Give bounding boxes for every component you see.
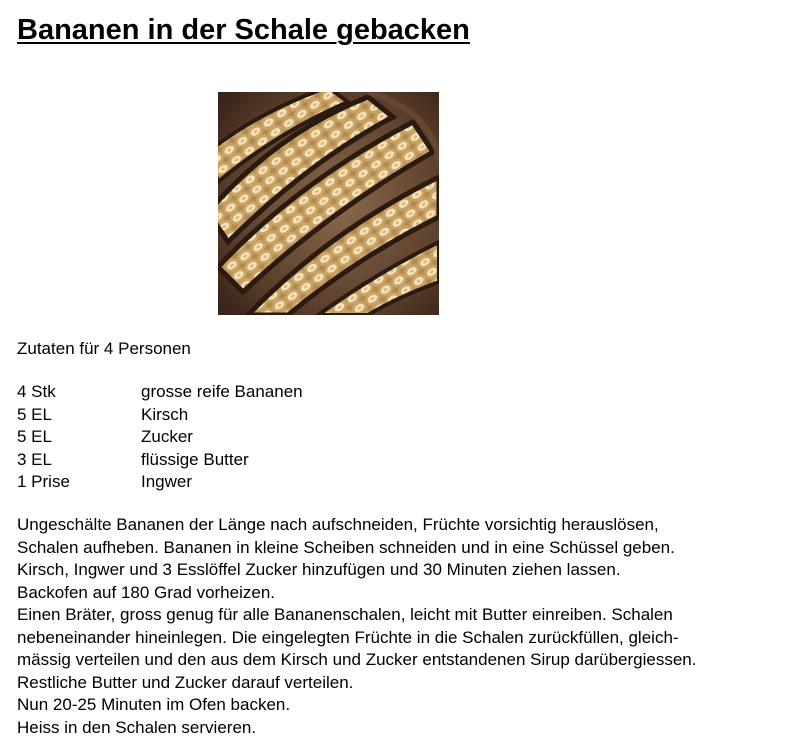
instruction-line: Restliche Butter und Zucker darauf verteilen. [17, 672, 354, 692]
ingredient-quantity: 4 Stk [17, 382, 56, 401]
ingredient-name: Zucker [141, 427, 193, 446]
ingredient-name: flüssige Butter [141, 449, 249, 469]
instruction-line: mässig verteilen und den aus dem Kirsch und Zucker entstandenen Sirup darübergiessen. [17, 650, 697, 669]
baked-bananas-photo [218, 92, 439, 315]
recipe-title: Bananen in der Schale gebacken [17, 14, 470, 46]
instruction-line: Ungeschälte Bananen der Länge nach aufschneiden, Früchte vorsichtig herauslösen, [17, 515, 659, 534]
instructions-text [17, 514, 696, 739]
ingredient-name: Ingwer [141, 472, 193, 491]
instruction-line: Backofen auf 180 Grad vorheizen. [17, 582, 275, 602]
instruction-line: Nun 20-25 Minuten im Ofen backen. [17, 695, 291, 714]
servings-text: Zutaten für 4 Personen [17, 339, 191, 358]
instruction-line: Kirsch, Ingwer und 3 Esslöffel Zucker hinzufügen und 30 Minuten ziehen lassen. [17, 560, 621, 579]
ingredient-quantity: 5 EL [17, 427, 52, 446]
instruction-line: Heiss in den Schalen servieren. [17, 717, 257, 737]
instruction-line: Schalen aufheben. Bananen in kleine Scheiben schneiden und in eine Schüssel geben. [17, 537, 675, 557]
instruction-line: nebeneinander hineinlegen. Die eingelegten Früchte in die Schalen zurückfüllen, gleich- [17, 627, 679, 647]
ingredient-quantity: 3 EL [17, 449, 52, 469]
ingredient-quantity: 5 EL [17, 404, 52, 424]
ingredient-name: grosse reife Bananen [141, 382, 303, 401]
instruction-line: Einen Bräter, gross genug für alle Bananenschalen, leicht mit Butter einreiben. Schalen [17, 605, 673, 624]
ingredient-name: Kirsch [141, 404, 189, 424]
baked-bananas-image [218, 92, 439, 315]
ingredient-quantity: 1 Prise [17, 472, 70, 491]
